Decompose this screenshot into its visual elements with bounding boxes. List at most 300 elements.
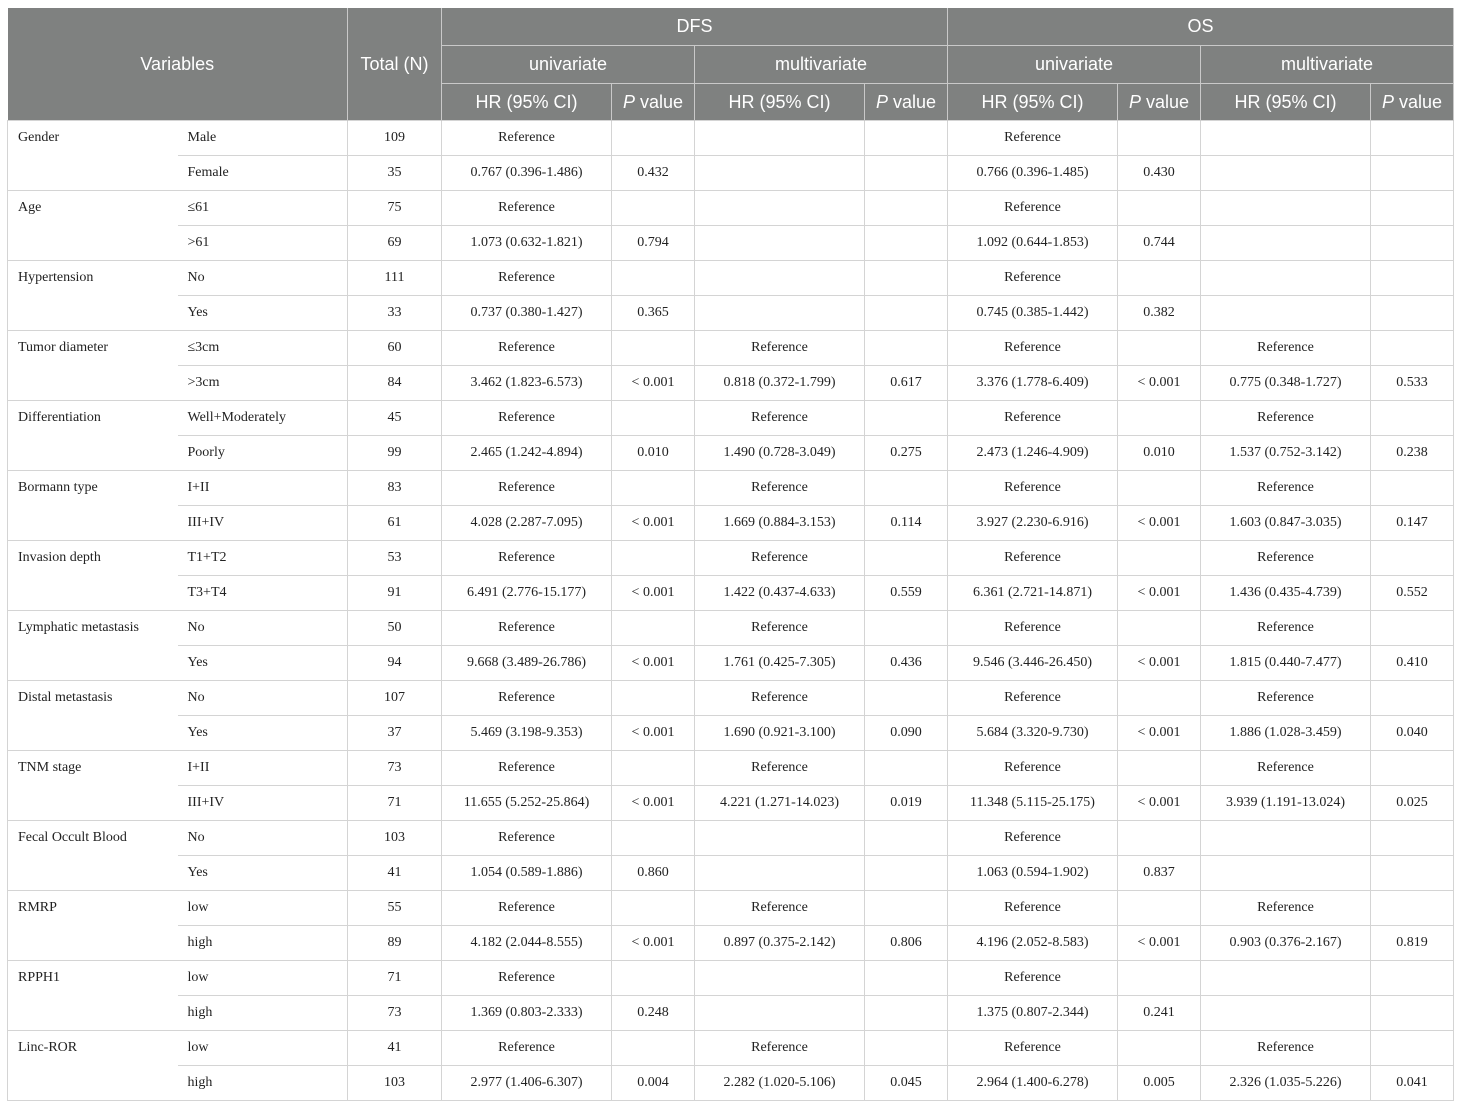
dfs-multi-hr-cell: Reference	[695, 681, 865, 716]
total-cell: 60	[348, 331, 442, 366]
total-cell: 89	[348, 926, 442, 961]
dfs-uni-p-cell	[612, 541, 695, 576]
dfs-uni-p-cell: 0.010	[612, 436, 695, 471]
dfs-uni-p-cell	[612, 611, 695, 646]
total-cell: 94	[348, 646, 442, 681]
table-row	[8, 191, 1454, 226]
os-multi-p-cell	[1371, 751, 1454, 786]
os-multi-hr-cell: 1.886 (1.028-3.459)	[1201, 716, 1371, 751]
dfs-multi-hr-cell	[695, 261, 865, 296]
dfs-multi-hr-cell	[695, 156, 865, 191]
os-multi-hr-cell	[1201, 996, 1371, 1031]
dfs-uni-hr-cell: Reference	[442, 1031, 612, 1066]
os-uni-hr-cell: 4.196 (2.052-8.583)	[948, 926, 1118, 961]
os-uni-hr-cell: Reference	[948, 611, 1118, 646]
level-cell: No	[178, 261, 348, 296]
level-cell: I+II	[178, 751, 348, 786]
variable-cell: Gender	[8, 121, 178, 156]
os-multi-p-cell	[1371, 331, 1454, 366]
os-multi-hr-cell: Reference	[1201, 331, 1371, 366]
os-multi-hr-cell: 2.326 (1.035-5.226)	[1201, 1066, 1371, 1101]
variable-cell	[8, 646, 178, 681]
level-cell: Yes	[178, 296, 348, 331]
dfs-multi-p-cell: 0.617	[865, 366, 948, 401]
os-uni-p-cell: 0.241	[1118, 996, 1201, 1031]
dfs-uni-hr-cell: Reference	[442, 261, 612, 296]
dfs-uni-p-cell	[612, 331, 695, 366]
os-multi-p-cell	[1371, 471, 1454, 506]
os-multi-p-cell: 0.041	[1371, 1066, 1454, 1101]
os-multi-hr-cell	[1201, 191, 1371, 226]
os-uni-p-cell: < 0.001	[1118, 786, 1201, 821]
total-cell: 53	[348, 541, 442, 576]
dfs-multi-p-cell	[865, 996, 948, 1031]
dfs-uni-hr-cell: 4.182 (2.044-8.555)	[442, 926, 612, 961]
variable-cell	[8, 926, 178, 961]
level-cell: high	[178, 926, 348, 961]
dfs-multi-hr-cell	[695, 191, 865, 226]
table-row	[8, 611, 1454, 646]
total-cell: 69	[348, 226, 442, 261]
dfs-uni-hr-cell: Reference	[442, 681, 612, 716]
os-multi-hr-cell: Reference	[1201, 541, 1371, 576]
os-uni-hr-cell: Reference	[948, 961, 1118, 996]
dfs-uni-hr-cell: Reference	[442, 471, 612, 506]
dfs-uni-p-cell	[612, 261, 695, 296]
header-os-uni-hr: HR (95% CI)	[948, 84, 1118, 121]
level-cell: low	[178, 891, 348, 926]
dfs-multi-p-cell	[865, 1031, 948, 1066]
os-uni-p-cell	[1118, 191, 1201, 226]
dfs-uni-p-cell: 0.248	[612, 996, 695, 1031]
total-cell: 50	[348, 611, 442, 646]
os-multi-p-cell	[1371, 996, 1454, 1031]
dfs-uni-p-cell	[612, 471, 695, 506]
dfs-multi-p-cell	[865, 751, 948, 786]
os-uni-hr-cell: Reference	[948, 191, 1118, 226]
table-row	[8, 1031, 1454, 1066]
dfs-uni-hr-cell: Reference	[442, 121, 612, 156]
table-row	[8, 681, 1454, 716]
os-multi-hr-cell: 1.436 (0.435-4.739)	[1201, 576, 1371, 611]
os-uni-hr-cell: Reference	[948, 471, 1118, 506]
total-cell: 73	[348, 751, 442, 786]
header-dfs-uni-p: P value	[612, 84, 695, 121]
os-uni-hr-cell: 0.766 (0.396-1.485)	[948, 156, 1118, 191]
table-row	[8, 1066, 1454, 1101]
dfs-multi-hr-cell: Reference	[695, 1031, 865, 1066]
dfs-uni-hr-cell: Reference	[442, 611, 612, 646]
total-cell: 107	[348, 681, 442, 716]
header-total: Total (N)	[348, 8, 442, 121]
dfs-multi-p-cell: 0.045	[865, 1066, 948, 1101]
os-multi-p-cell	[1371, 296, 1454, 331]
variable-cell	[8, 436, 178, 471]
table-row	[8, 471, 1454, 506]
os-multi-hr-cell: 0.903 (0.376-2.167)	[1201, 926, 1371, 961]
os-uni-p-cell: < 0.001	[1118, 366, 1201, 401]
total-cell: 103	[348, 1066, 442, 1101]
variable-cell: RMRP	[8, 891, 178, 926]
dfs-uni-hr-cell: Reference	[442, 191, 612, 226]
header-os-uni-p: P value	[1118, 84, 1201, 121]
os-uni-hr-cell: 3.927 (2.230-6.916)	[948, 506, 1118, 541]
header-os-univariate: univariate	[948, 46, 1201, 84]
total-cell: 33	[348, 296, 442, 331]
header-variables: Variables	[8, 8, 348, 121]
os-uni-hr-cell: 1.375 (0.807-2.344)	[948, 996, 1118, 1031]
table-row	[8, 786, 1454, 821]
os-multi-p-cell: 0.147	[1371, 506, 1454, 541]
survival-regression-table	[7, 8, 1454, 1101]
os-multi-hr-cell	[1201, 226, 1371, 261]
dfs-multi-hr-cell: 1.690 (0.921-3.100)	[695, 716, 865, 751]
header-os-multivariate: multivariate	[1201, 46, 1454, 84]
header-os: OS	[948, 8, 1454, 46]
os-multi-p-cell	[1371, 191, 1454, 226]
dfs-multi-hr-cell: 0.818 (0.372-1.799)	[695, 366, 865, 401]
total-cell: 109	[348, 121, 442, 156]
dfs-multi-p-cell	[865, 961, 948, 996]
table-header	[8, 8, 1454, 121]
os-uni-hr-cell: Reference	[948, 821, 1118, 856]
dfs-multi-hr-cell: Reference	[695, 751, 865, 786]
table-container	[7, 8, 1453, 1101]
total-cell: 37	[348, 716, 442, 751]
os-uni-hr-cell: Reference	[948, 681, 1118, 716]
dfs-multi-p-cell	[865, 331, 948, 366]
level-cell: Yes	[178, 646, 348, 681]
table-row	[8, 156, 1454, 191]
level-cell: Yes	[178, 716, 348, 751]
table-row	[8, 961, 1454, 996]
dfs-multi-p-cell	[865, 471, 948, 506]
os-uni-hr-cell: 2.473 (1.246-4.909)	[948, 436, 1118, 471]
dfs-multi-hr-cell	[695, 961, 865, 996]
dfs-multi-hr-cell: 1.669 (0.884-3.153)	[695, 506, 865, 541]
os-uni-p-cell	[1118, 401, 1201, 436]
os-multi-p-cell	[1371, 821, 1454, 856]
os-uni-hr-cell: Reference	[948, 541, 1118, 576]
variable-cell	[8, 1066, 178, 1101]
dfs-uni-hr-cell: 2.977 (1.406-6.307)	[442, 1066, 612, 1101]
os-multi-hr-cell	[1201, 296, 1371, 331]
os-uni-hr-cell: Reference	[948, 751, 1118, 786]
table-row	[8, 296, 1454, 331]
os-multi-p-cell	[1371, 1031, 1454, 1066]
variable-cell	[8, 996, 178, 1031]
header-dfs-univariate: univariate	[442, 46, 695, 84]
os-uni-p-cell: < 0.001	[1118, 506, 1201, 541]
table-row	[8, 926, 1454, 961]
os-multi-p-cell	[1371, 401, 1454, 436]
dfs-multi-p-cell	[865, 681, 948, 716]
os-uni-hr-cell: 11.348 (5.115-25.175)	[948, 786, 1118, 821]
level-cell: III+IV	[178, 786, 348, 821]
dfs-multi-hr-cell: Reference	[695, 611, 865, 646]
dfs-multi-p-cell: 0.806	[865, 926, 948, 961]
variable-cell	[8, 506, 178, 541]
level-cell: Female	[178, 156, 348, 191]
variable-cell	[8, 786, 178, 821]
os-multi-hr-cell: Reference	[1201, 751, 1371, 786]
dfs-multi-hr-cell: Reference	[695, 891, 865, 926]
os-uni-hr-cell: 6.361 (2.721-14.871)	[948, 576, 1118, 611]
dfs-multi-p-cell	[865, 541, 948, 576]
os-uni-hr-cell: Reference	[948, 261, 1118, 296]
dfs-uni-p-cell	[612, 1031, 695, 1066]
os-multi-hr-cell	[1201, 856, 1371, 891]
dfs-uni-hr-cell: Reference	[442, 821, 612, 856]
os-uni-p-cell	[1118, 331, 1201, 366]
total-cell: 103	[348, 821, 442, 856]
dfs-uni-p-cell: < 0.001	[612, 366, 695, 401]
variable-cell	[8, 366, 178, 401]
os-multi-p-cell: 0.410	[1371, 646, 1454, 681]
os-uni-hr-cell: Reference	[948, 401, 1118, 436]
level-cell: ≤61	[178, 191, 348, 226]
os-uni-p-cell: < 0.001	[1118, 716, 1201, 751]
total-cell: 91	[348, 576, 442, 611]
variable-cell	[8, 296, 178, 331]
os-multi-hr-cell: 1.537 (0.752-3.142)	[1201, 436, 1371, 471]
variable-cell	[8, 576, 178, 611]
variable-cell: Hypertension	[8, 261, 178, 296]
os-uni-p-cell: 0.005	[1118, 1066, 1201, 1101]
total-cell: 61	[348, 506, 442, 541]
dfs-multi-hr-cell: Reference	[695, 331, 865, 366]
dfs-uni-hr-cell: Reference	[442, 541, 612, 576]
os-uni-hr-cell: 1.063 (0.594-1.902)	[948, 856, 1118, 891]
level-cell: >3cm	[178, 366, 348, 401]
os-uni-p-cell	[1118, 471, 1201, 506]
os-multi-p-cell: 0.040	[1371, 716, 1454, 751]
os-multi-hr-cell: Reference	[1201, 891, 1371, 926]
variable-cell	[8, 856, 178, 891]
variable-cell: Fecal Occult Blood	[8, 821, 178, 856]
dfs-uni-p-cell	[612, 751, 695, 786]
dfs-multi-p-cell	[865, 821, 948, 856]
level-cell: No	[178, 611, 348, 646]
os-uni-hr-cell: 0.745 (0.385-1.442)	[948, 296, 1118, 331]
os-uni-hr-cell: Reference	[948, 331, 1118, 366]
dfs-uni-hr-cell: 11.655 (5.252-25.864)	[442, 786, 612, 821]
os-uni-p-cell: < 0.001	[1118, 926, 1201, 961]
dfs-multi-hr-cell: 1.761 (0.425-7.305)	[695, 646, 865, 681]
os-multi-p-cell: 0.238	[1371, 436, 1454, 471]
variable-cell	[8, 226, 178, 261]
total-cell: 71	[348, 961, 442, 996]
level-cell: low	[178, 961, 348, 996]
os-multi-hr-cell: Reference	[1201, 401, 1371, 436]
dfs-uni-hr-cell: Reference	[442, 961, 612, 996]
os-multi-hr-cell: Reference	[1201, 471, 1371, 506]
dfs-uni-p-cell	[612, 681, 695, 716]
dfs-uni-p-cell	[612, 401, 695, 436]
table-row	[8, 541, 1454, 576]
total-cell: 73	[348, 996, 442, 1031]
header-dfs-multi-p: P value	[865, 84, 948, 121]
os-multi-p-cell: 0.819	[1371, 926, 1454, 961]
header-dfs-multi-hr: HR (95% CI)	[695, 84, 865, 121]
dfs-uni-hr-cell: 1.054 (0.589-1.886)	[442, 856, 612, 891]
variable-cell: TNM stage	[8, 751, 178, 786]
dfs-multi-hr-cell: Reference	[695, 401, 865, 436]
dfs-uni-hr-cell: Reference	[442, 751, 612, 786]
header-os-multi-hr: HR (95% CI)	[1201, 84, 1371, 121]
level-cell: No	[178, 681, 348, 716]
dfs-uni-p-cell: < 0.001	[612, 786, 695, 821]
dfs-multi-p-cell	[865, 191, 948, 226]
level-cell: No	[178, 821, 348, 856]
os-uni-hr-cell: Reference	[948, 1031, 1118, 1066]
os-multi-hr-cell	[1201, 821, 1371, 856]
dfs-multi-hr-cell	[695, 821, 865, 856]
dfs-multi-p-cell	[865, 856, 948, 891]
dfs-uni-hr-cell: 1.369 (0.803-2.333)	[442, 996, 612, 1031]
variable-cell: Invasion depth	[8, 541, 178, 576]
total-cell: 99	[348, 436, 442, 471]
table-row	[8, 891, 1454, 926]
table-row	[8, 751, 1454, 786]
os-uni-hr-cell: 3.376 (1.778-6.409)	[948, 366, 1118, 401]
dfs-multi-hr-cell: 2.282 (1.020-5.106)	[695, 1066, 865, 1101]
level-cell: T1+T2	[178, 541, 348, 576]
table-row	[8, 646, 1454, 681]
dfs-uni-p-cell	[612, 961, 695, 996]
total-cell: 111	[348, 261, 442, 296]
dfs-uni-p-cell: 0.860	[612, 856, 695, 891]
os-multi-p-cell	[1371, 226, 1454, 261]
os-uni-hr-cell: Reference	[948, 121, 1118, 156]
dfs-multi-hr-cell: 1.490 (0.728-3.049)	[695, 436, 865, 471]
os-multi-hr-cell	[1201, 156, 1371, 191]
dfs-uni-p-cell: 0.432	[612, 156, 695, 191]
os-uni-p-cell	[1118, 541, 1201, 576]
os-uni-hr-cell: 5.684 (3.320-9.730)	[948, 716, 1118, 751]
dfs-uni-p-cell	[612, 821, 695, 856]
dfs-uni-hr-cell: 0.767 (0.396-1.486)	[442, 156, 612, 191]
variable-cell: Age	[8, 191, 178, 226]
os-multi-p-cell	[1371, 156, 1454, 191]
level-cell: Poorly	[178, 436, 348, 471]
dfs-uni-hr-cell: Reference	[442, 331, 612, 366]
table-row	[8, 226, 1454, 261]
os-uni-p-cell	[1118, 891, 1201, 926]
table-row	[8, 716, 1454, 751]
dfs-uni-p-cell: 0.794	[612, 226, 695, 261]
dfs-multi-p-cell: 0.114	[865, 506, 948, 541]
dfs-multi-p-cell	[865, 891, 948, 926]
os-multi-hr-cell: Reference	[1201, 1031, 1371, 1066]
os-uni-hr-cell: 1.092 (0.644-1.853)	[948, 226, 1118, 261]
total-cell: 71	[348, 786, 442, 821]
header-dfs-multivariate: multivariate	[695, 46, 948, 84]
level-cell: III+IV	[178, 506, 348, 541]
table-row	[8, 331, 1454, 366]
dfs-multi-hr-cell: Reference	[695, 541, 865, 576]
dfs-multi-p-cell: 0.090	[865, 716, 948, 751]
dfs-multi-p-cell	[865, 401, 948, 436]
os-uni-p-cell: 0.837	[1118, 856, 1201, 891]
dfs-uni-hr-cell: 9.668 (3.489-26.786)	[442, 646, 612, 681]
os-multi-hr-cell: 1.603 (0.847-3.035)	[1201, 506, 1371, 541]
dfs-uni-p-cell	[612, 891, 695, 926]
dfs-multi-hr-cell: 1.422 (0.437-4.633)	[695, 576, 865, 611]
dfs-multi-hr-cell	[695, 296, 865, 331]
dfs-multi-p-cell: 0.019	[865, 786, 948, 821]
dfs-uni-hr-cell: 0.737 (0.380-1.427)	[442, 296, 612, 331]
dfs-multi-hr-cell	[695, 996, 865, 1031]
dfs-uni-p-cell: < 0.001	[612, 576, 695, 611]
dfs-uni-hr-cell: 5.469 (3.198-9.353)	[442, 716, 612, 751]
level-cell: high	[178, 1066, 348, 1101]
dfs-multi-p-cell	[865, 226, 948, 261]
os-uni-p-cell	[1118, 261, 1201, 296]
level-cell: ≤3cm	[178, 331, 348, 366]
total-cell: 84	[348, 366, 442, 401]
total-cell: 75	[348, 191, 442, 226]
os-uni-p-cell: 0.430	[1118, 156, 1201, 191]
os-uni-p-cell: < 0.001	[1118, 576, 1201, 611]
os-uni-p-cell	[1118, 751, 1201, 786]
os-multi-hr-cell	[1201, 261, 1371, 296]
header-dfs: DFS	[442, 8, 948, 46]
dfs-multi-hr-cell	[695, 856, 865, 891]
os-multi-hr-cell: 1.815 (0.440-7.477)	[1201, 646, 1371, 681]
total-cell: 41	[348, 1031, 442, 1066]
os-multi-p-cell	[1371, 891, 1454, 926]
os-multi-p-cell	[1371, 681, 1454, 716]
total-cell: 83	[348, 471, 442, 506]
table-row	[8, 856, 1454, 891]
dfs-multi-p-cell: 0.559	[865, 576, 948, 611]
os-multi-hr-cell	[1201, 121, 1371, 156]
dfs-multi-p-cell: 0.275	[865, 436, 948, 471]
dfs-multi-p-cell	[865, 156, 948, 191]
dfs-multi-p-cell	[865, 121, 948, 156]
total-cell: 41	[348, 856, 442, 891]
dfs-multi-hr-cell: Reference	[695, 471, 865, 506]
os-multi-hr-cell: 3.939 (1.191-13.024)	[1201, 786, 1371, 821]
variable-cell: Tumor diameter	[8, 331, 178, 366]
level-cell: T3+T4	[178, 576, 348, 611]
dfs-uni-p-cell: < 0.001	[612, 506, 695, 541]
variable-cell: Lymphatic metastasis	[8, 611, 178, 646]
variable-cell: Bormann type	[8, 471, 178, 506]
total-cell: 35	[348, 156, 442, 191]
table-row	[8, 121, 1454, 156]
dfs-uni-p-cell: 0.004	[612, 1066, 695, 1101]
dfs-multi-p-cell	[865, 296, 948, 331]
table-row	[8, 366, 1454, 401]
variable-cell	[8, 156, 178, 191]
dfs-uni-p-cell: 0.365	[612, 296, 695, 331]
table-row	[8, 436, 1454, 471]
os-uni-p-cell	[1118, 821, 1201, 856]
level-cell: I+II	[178, 471, 348, 506]
level-cell: low	[178, 1031, 348, 1066]
dfs-uni-hr-cell: 1.073 (0.632-1.821)	[442, 226, 612, 261]
variable-cell	[8, 716, 178, 751]
os-uni-p-cell: 0.382	[1118, 296, 1201, 331]
dfs-uni-hr-cell: 2.465 (1.242-4.894)	[442, 436, 612, 471]
os-multi-p-cell: 0.533	[1371, 366, 1454, 401]
os-uni-p-cell	[1118, 121, 1201, 156]
os-multi-p-cell	[1371, 611, 1454, 646]
level-cell: Male	[178, 121, 348, 156]
os-uni-p-cell: 0.010	[1118, 436, 1201, 471]
